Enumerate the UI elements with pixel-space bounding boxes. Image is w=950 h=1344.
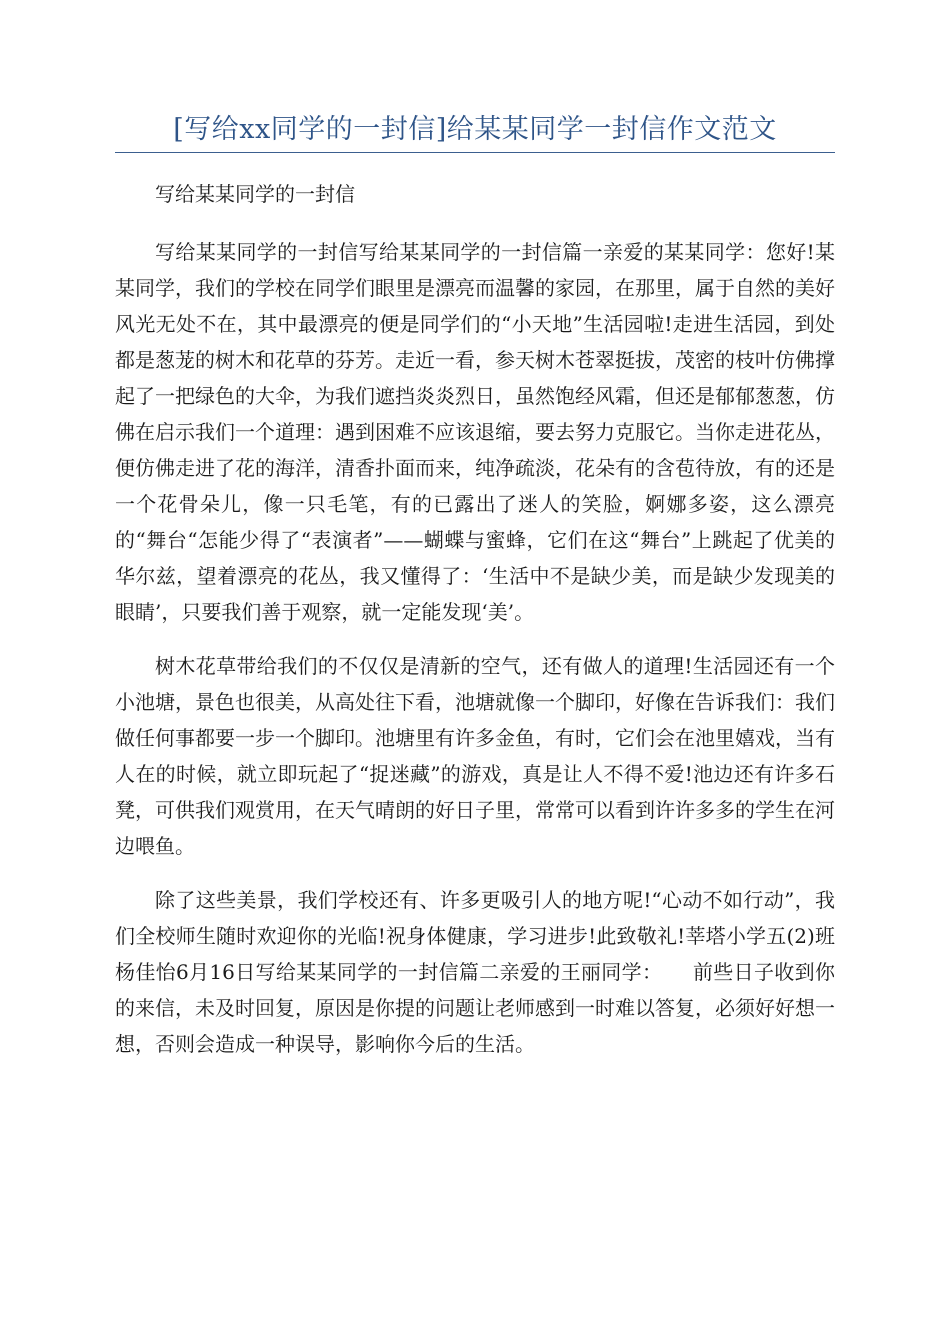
paragraph-1: 写给某某同学的一封信写给某某同学的一封信篇一亲爱的某某同学：您好!某某同学，我们的学校在同学们眼里是漂亮而温馨的家园，在那里，属于自然的美好风光无处不在，其中最漂亮的便是同学们的“小天地”生活园啦!走进生活园，到处都是葱茏的树木和花草的芬芳。走近一看，参天树木苍翠挺拔，茂密的枝叶仿佛撑起了一把绿色的大伞，为我们遮挡炎炎烈日，虽然饱经风霜，但还是郁郁葱葱，仿佛在启示我们一个道理：遇到困难不应该退缩，要去努力克服它。当你走进花丛，便仿佛走进了花的海洋，清香扑面而来，纯净疏淡，花朵有的含苞待放，有的还是一个花骨朵儿，像一只毛笔，有的已露出了迷人的笑脸，婀娜多姿，这么漂亮的“舞台“怎能少得了“表演者”——蝴蝶与蜜蜂，它们在这“舞台”上跳起了优美的华尔兹，望着漂亮的花丛，我又懂得了：‘生活中不是缺少美，而是缺少发现美的眼睛’，只要我们善于观察，就一定能发现‘美’。	[115, 240, 835, 624]
document-body	[115, 176, 835, 1080]
document-title: [写给xx同学的一封信]给某某同学一封信作文范文	[173, 114, 777, 145]
paragraph-3: 除了这些美景，我们学校还有、许多更吸引人的地方呢!“心动不如行动”，我们全校师生随时欢迎你的光临!祝身体健康，学习进步!此致敬礼!莘塔小学五(2)班杨佳怡6月16日写给某某同学的一封信篇二亲爱的王丽同学： 前些日子收到你的来信，未及时回复，原因是你提的问题让老师感到一时难以答复，必须好好想一想，否则会造成一种误导，影响你今后的生活。	[115, 888, 835, 1056]
paragraph-2: 树木花草带给我们的不仅仅是清新的空气，还有做人的道理!生活园还有一个小池塘，景色也很美，从高处往下看，池塘就像一个脚印，好像在告诉我们：我们做任何事都要一步一个脚印。池塘里有许多金鱼，有时，它们会在池里嬉戏，当有人在的时候，就立即玩起了“捉迷藏”的游戏，真是让人不得不爱!池边还有许多石凳，可供我们观赏用，在天气晴朗的好日子里，常常可以看到许许多多的学生在河边喂鱼。	[115, 654, 835, 858]
document-subtitle: 写给某某同学的一封信	[155, 182, 355, 206]
title-block	[115, 112, 835, 153]
